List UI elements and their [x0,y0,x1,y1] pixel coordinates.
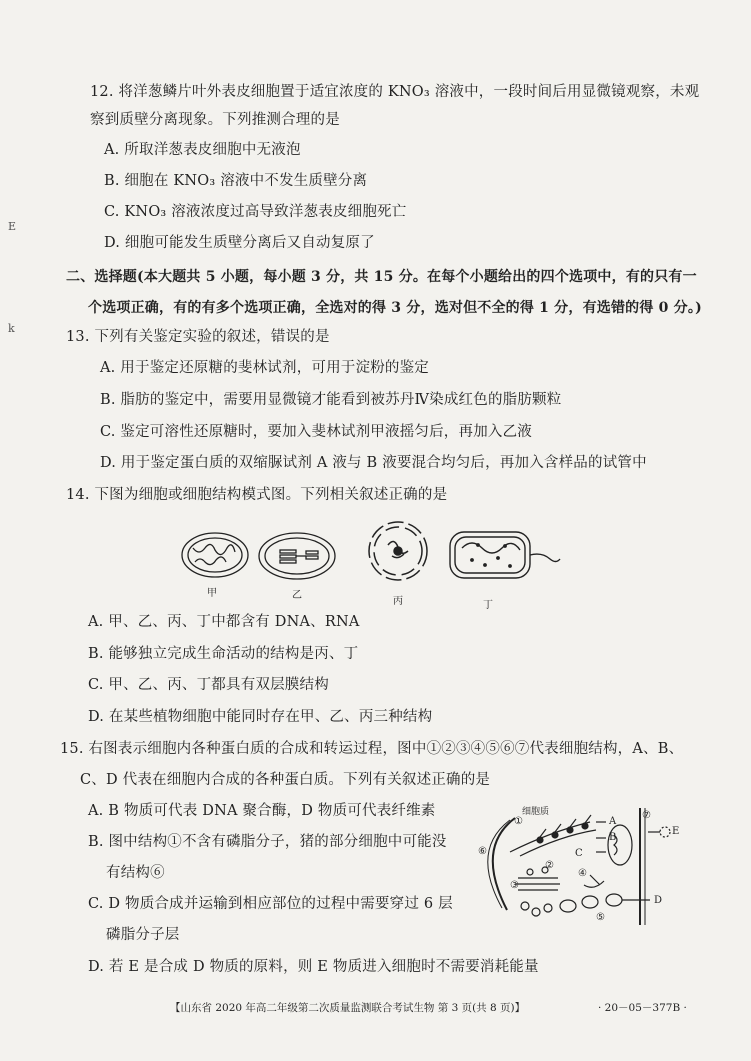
section2-header-line1: 二、选择题(本大题共 5 小题，每小题 3 分，共 15 分。在每个小题给出的四个选项中，有的只有一 [66,269,697,285]
q13-option-c: C. 鉴定可溶性还原糖时，要加入斐林试剂甲液摇匀后，再加入乙液 [100,424,532,440]
q15-fig-label-C: C [575,848,583,859]
q13-option-b: B. 脂肪的鉴定中，需要用显微镜才能看到被苏丹Ⅳ染成红色的脂肪颗粒 [100,392,562,408]
q12-option-c: C. KNO₃ 溶液浓度过高导致洋葱表皮细胞死亡 [104,204,407,220]
q14-label-ding: 丁 [483,600,493,611]
q15-option-c-line2: 磷脂分子层 [106,927,180,943]
q15-fig-label-3: ③ [510,880,519,891]
q13-option-a: A. 用于鉴定还原糖的斐林试剂，可用于淀粉的鉴定 [100,360,429,376]
q15-stem-line2: C、D 代表在细胞内合成的各种蛋白质。下列有关叙述正确的是 [80,772,491,788]
footer-right: · 20－05－377B · [598,1002,687,1014]
q14-option-d: D. 在某些植物细胞中能同时存在甲、乙、丙三种结构 [88,709,433,725]
q15-fig-label-1: ① [514,816,523,827]
q15-fig-label-4: ④ [578,868,587,879]
q14-option-b: B. 能够独立完成生命活动的结构是丙、丁 [88,646,359,662]
q15-fig-label-6: ⑥ [478,846,487,857]
q15-fig-label-7: ⑦ [642,810,651,821]
q12-option-a: A. 所取洋葱表皮细胞中无液泡 [104,142,301,158]
q14-option-a: A. 甲、乙、丙、丁中都含有 DNA、RNA [88,614,360,630]
q15-stem-line1: 15. 右图表示细胞内各种蛋白质的合成和转运过程，图中①②③④⑤⑥⑦代表细胞结构，A、B、 [60,741,684,757]
q12-option-b: B. 细胞在 KNO₃ 溶液中不发生质壁分离 [104,173,368,189]
q13-stem: 13. 下列有关鉴定实验的叙述，错误的是 [66,329,330,345]
footer-left: 【山东省 2020 年高二年级第二次质量监测联合考试生物 第 3 页(共 8 页)】 [170,1002,526,1014]
q12-stem-line1: 12. 将洋葱鳞片叶外表皮细胞置于适宜浓度的 KNO₃ 溶液中，一段时间后用显微镜观察，未观 [90,84,700,100]
q15-fig-label-2: ② [545,860,554,871]
q15-option-d: D. 若 E 是合成 D 物质的原料，则 E 物质进入细胞时不需要消耗能量 [88,959,539,975]
q15-fig-label-B: B [609,832,617,843]
q14-stem: 14. 下图为细胞或细胞结构模式图。下列相关叙述正确的是 [66,487,448,503]
q14-label-bing: 丙 [393,596,403,607]
q15-fig-title: 细胞质 [522,807,550,817]
q12-option-d: D. 细胞可能发生质壁分离后又自动复原了 [104,235,375,251]
q14-label-yi: 乙 [292,590,302,601]
section2-header-line2: 个选项正确，有的有多个选项正确，全选对的得 3 分，选对但不全的得 1 分，有选错的得 0 分。) [88,300,702,316]
q15-option-b-line1: B. 图中结构①不含有磷脂分子，猪的部分细胞中可能没 [88,834,447,850]
margin-mark-2: k [8,322,15,335]
q15-option-b-line2: 有结构⑥ [106,865,165,881]
q14-option-c: C. 甲、乙、丙、丁都具有双层膜结构 [88,677,329,693]
q15-fig-label-D: D [654,895,663,906]
q15-option-a: A. B 物质可代表 DNA 聚合酶，D 物质可代表纤维素 [88,803,436,819]
q12-stem-line2: 察到质壁分离现象。下列推测合理的是 [90,112,340,128]
q15-fig-label-A: A [609,816,617,827]
q13-option-d: D. 用于鉴定蛋白质的双缩脲试剂 A 液与 B 液要混合均匀后，再加入含样品的试管中 [100,455,647,471]
margin-mark-1: E [8,220,17,233]
q14-label-jia: 甲 [207,588,217,599]
q15-fig-label-5: ⑤ [596,912,605,923]
q15-option-c-line1: C. D 物质合成并运输到相应部位的过程中需要穿过 6 层 [88,896,453,912]
q15-fig-label-E: E [672,826,680,837]
